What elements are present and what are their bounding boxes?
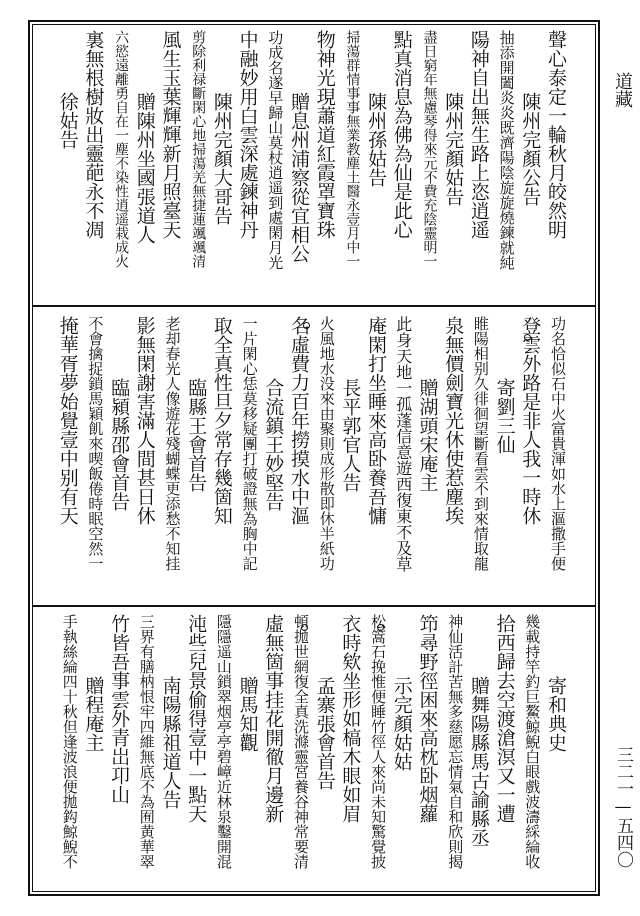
text-column: 抽添開闔炎炎既濟陽陰旋旋燒鍊就純 <box>497 30 516 270</box>
page-number: 三二一—五四〇 <box>613 746 633 868</box>
text-column: 功成名遂早歸山莫杖逍遥到處閑月光 <box>266 30 285 270</box>
text-column: 贈馬知觀 <box>236 675 259 752</box>
text-column: 中融妙用白雲深處鍊神丹 <box>236 30 259 239</box>
text-column: 聲心泰定一輪秋月皎然明 <box>545 30 567 239</box>
text-column: 寄和典史 <box>545 675 567 752</box>
text-column: 手執絲綸四十秋但逢波浪便拋鈎鯨鯢不 <box>60 614 79 869</box>
text-column: 風生玉葉輝輝新月照臺天 <box>159 30 182 239</box>
punctuation-circle <box>303 322 310 329</box>
text-column: 贈息州浦察從宜相公 <box>288 91 310 263</box>
text-column: 功名恰似石中火富貴渾如水上漚撒手便 <box>549 316 567 571</box>
text-column: 長平郭官人告 <box>339 377 362 492</box>
text-column: 拾西歸去空渡滄溟又一遭 <box>493 614 516 823</box>
text-column: 一片閑心恁莫移疑團打破證無為胸中記 <box>240 316 259 571</box>
text-column: 陳州孫姑告 <box>365 91 388 187</box>
text-column: 頓拋世網復全真洗滌靈宮養谷神常要清 <box>292 614 310 869</box>
text-column: 笻尋野徑困來高枕卧烟蘿 <box>416 614 439 823</box>
text-column: 取全真性旦夕常存幾箇知 <box>210 316 233 525</box>
register-top <box>0 30 640 302</box>
text-column: 物神光現蕭道紅霞罩寶珠 <box>313 30 336 239</box>
register-divider-1 <box>32 305 596 307</box>
text-column: 陽神自出無生路上恣逍遥 <box>467 30 490 239</box>
text-column: 名虛費力百年撈摸水中漚 <box>288 316 310 525</box>
text-column: 合流鎮王妙堅告 <box>262 377 285 511</box>
register-divider-2 <box>32 605 596 607</box>
text-column: 徐姑告 <box>56 91 79 149</box>
text-column: 贈舞陽縣馬古諭縣丞 <box>467 675 490 847</box>
text-column: 幾載持竿釣巨鰲鯨鯢白眼戲波濤綵綸收 <box>523 614 542 869</box>
text-column: 贈程庵主 <box>82 675 105 752</box>
book-title: 道藏 <box>612 72 633 108</box>
text-column: 贈陳州坐國張道人 <box>133 91 156 244</box>
text-column: 掃蕩群情事事無業教塵土醫永壹月中一 <box>344 30 361 268</box>
text-column: 盡日窮年無慮琴得來元不費充陰靈明一 <box>421 30 438 268</box>
text-column: 庵閑打坐睡來高卧養吾慵 <box>365 316 388 525</box>
text-column: 陳州完顏姑告 <box>442 91 465 206</box>
text-column: 隱隱遥山鎖翠烟亭亭碧嶂近林泉鑿開混 <box>214 614 233 869</box>
text-column: 孟寨張會首告 <box>313 675 336 790</box>
text-column: 臨潁縣邵會首告 <box>108 377 131 511</box>
text-column: 點真消息為佛為仙是此心 <box>390 30 413 239</box>
text-column: 不會擒捉鎖馬穎飢來喫飯倦時眠空然一 <box>86 316 105 571</box>
text-column: 南陽縣祖道人告 <box>159 675 182 809</box>
punctuation-circle <box>301 624 308 631</box>
text-column: 泉無價劍寶光休使惹塵埃 <box>442 316 465 525</box>
register-middle <box>0 316 640 602</box>
text-column: 火風地水没來由聚則成形散即休半紙功 <box>317 316 336 571</box>
text-column: 衣時欸坐形如槁木眼如眉 <box>339 614 362 823</box>
punctuation-circle <box>377 624 384 631</box>
text-column: 神仙活計苦無多慈愿忘情氣自和欣則揭 <box>446 614 465 869</box>
text-column: 三界有膳枘恨牢四維無底不為囿黄華翠 <box>137 614 156 869</box>
text-column: 竹皆吾事雲外青岀卭山 <box>108 614 131 804</box>
text-column: 老却春光人像遊花殘蝴蝶更添愁不知挂 <box>163 316 182 571</box>
text-column: 此身天地一孤蓬信意遊西復東不及草 <box>393 316 413 572</box>
text-column: 掩華胥夢始覺壹中别有天 <box>56 316 79 525</box>
text-column: 登雲外路是非人我一時休 <box>519 316 542 525</box>
text-column: 臨縣王會首告 <box>185 377 208 492</box>
text-column: 虛無箇事挂花開徹月邊新 <box>262 614 285 823</box>
text-column: 剪除利禄斷閑心地掃蕩羌無捷蓮颯颯清 <box>190 30 207 268</box>
text-column: 寄劉三仙 <box>493 377 516 454</box>
text-column: 陳州完顏大哥告 <box>210 91 233 225</box>
punctuation-circle <box>524 334 531 341</box>
text-column: 贈湖頭宋庵主 <box>416 377 439 492</box>
text-column: 裏無根樹妝出靈葩永不凋 <box>82 30 105 239</box>
text-column: 睢陽相别久徘徊望斷看雲不到來情取龍 <box>471 316 490 571</box>
text-column: 六慾遠離勇自在一塵不染性逍遥栽成火 <box>113 30 130 268</box>
text-column: 陳州完顏公告 <box>519 91 542 206</box>
text-column: 示完顏姑姑 <box>390 675 413 771</box>
text-column: 影無閑謝害滿人間甚日休 <box>133 316 156 525</box>
text-column: 松篙石挽惟便睡竹徑人來尚未知驚覺披 <box>369 614 388 869</box>
register-bottom <box>0 614 640 894</box>
text-column: 沌些兒景偷得壹中一點天 <box>185 614 208 823</box>
